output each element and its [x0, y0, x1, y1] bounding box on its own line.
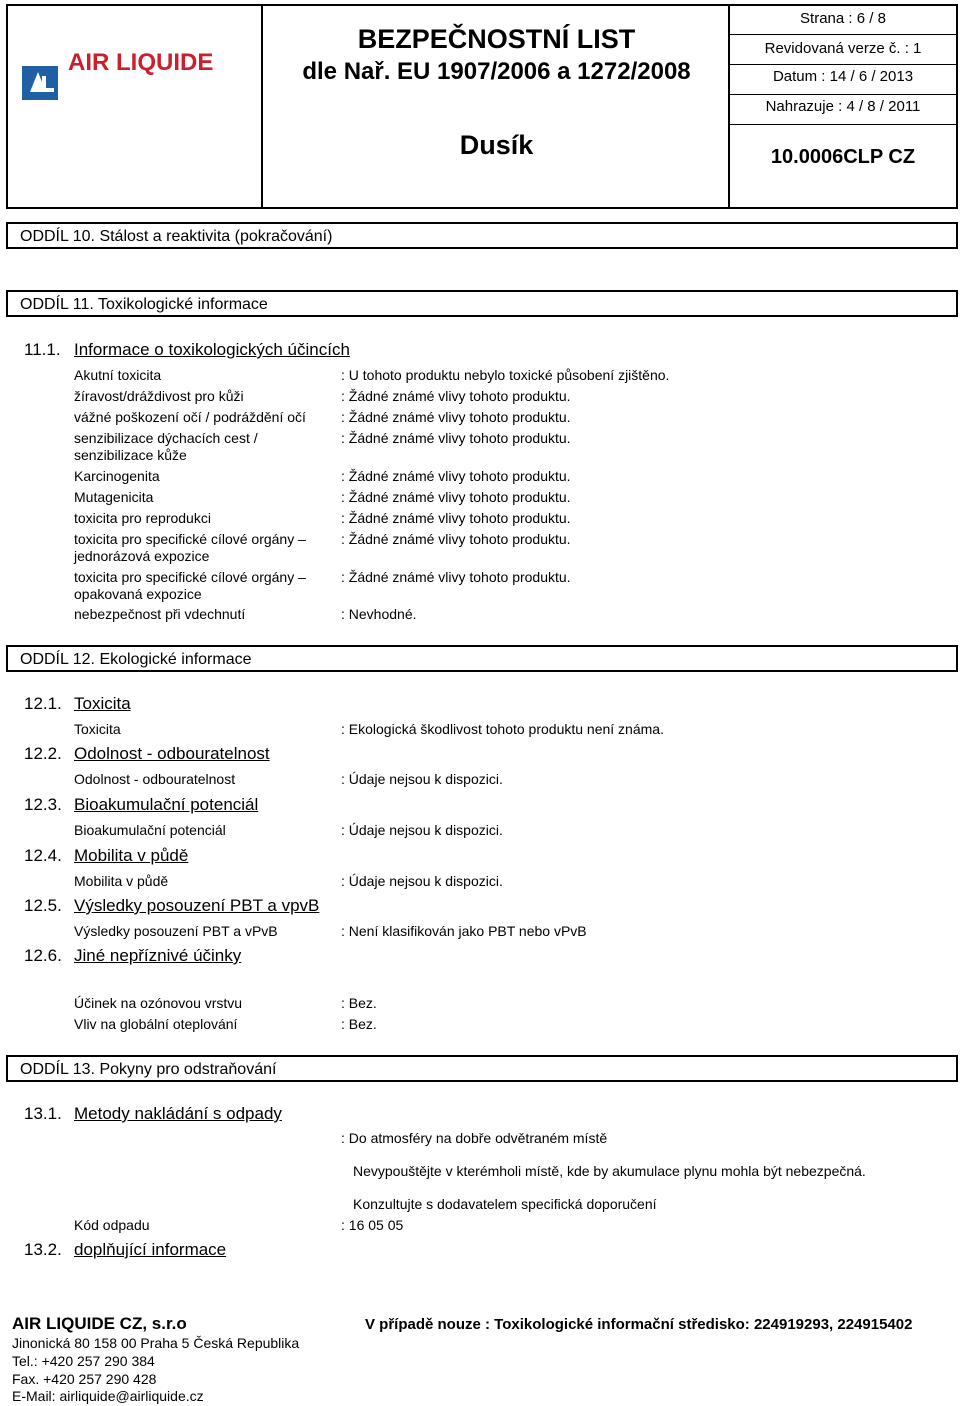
eco-value: : Údaje nejsou k dispozici. [341, 822, 503, 838]
subsection-title: Bioakumulační potenciál [74, 795, 259, 814]
divider [730, 94, 956, 95]
tox-label: nebezpečnost při vdechnutí [74, 606, 246, 622]
subsection-title: Informace o toxikologických účincích [74, 340, 350, 359]
subsection-13-1 [24, 1104, 282, 1124]
subsection-number: 12.6. [24, 946, 62, 965]
tox-value: : Žádné známé vlivy tohoto produktu. [341, 510, 571, 526]
footer-company: AIR LIQUIDE CZ, s.r.o [12, 1314, 187, 1333]
subsection-11-1 [24, 340, 350, 360]
tox-value: : Žádné známé vlivy tohoto produktu. [341, 430, 571, 446]
tox-value: : Žádné známé vlivy tohoto produktu. [341, 569, 571, 585]
section-13-heading: ODDÍL 13. Pokyny pro odstraňování [6, 1055, 958, 1082]
eco-value: : Není klasifikován jako PBT nebo vPvB [341, 923, 587, 939]
eco-label: Odolnost - odbouratelnost [74, 771, 236, 787]
eco-value: : Ekologická škodlivost tohoto produktu není známa. [341, 721, 664, 737]
subsection-title: Mobilita v půdě [74, 846, 189, 865]
tox-value: : Žádné známé vlivy tohoto produktu. [341, 489, 571, 505]
subsection-title: doplňující informace [74, 1240, 227, 1259]
subsection-title: Odolnost - odbouratelnost [74, 744, 270, 763]
air-liquide-logo [8, 6, 259, 207]
eco-label: Výsledky posouzení PBT a vPvB [74, 923, 278, 939]
revision-number: Revidovaná verze č. : 1 [764, 40, 922, 57]
subsection-title: Jiné nepříznivé účinky [74, 946, 242, 965]
subsection-number: 12.2. [24, 744, 62, 763]
subsection-title: Metody nakládání s odpady [74, 1104, 282, 1123]
disposal-method: Nevypouštějte v kterémholi místě, kde by akumulace plynu mohla být nebezpečná. [353, 1163, 866, 1179]
logo-cell [8, 6, 263, 207]
tox-value: : Žádné známé vlivy tohoto produktu. [341, 531, 571, 547]
tox-label: Mutagenicita [74, 489, 154, 505]
eco-label: Toxicita [74, 721, 121, 737]
eco-value: : Bez. [341, 995, 377, 1011]
logo-text: AIR LIQUIDE [68, 49, 214, 76]
tox-label: toxicita pro specifické cílové orgány – [74, 531, 306, 547]
disposal-method: Konzultujte s dodavatelem specifická doporučení [353, 1196, 657, 1212]
divider [730, 34, 956, 35]
regulation-title: dle Nař. EU 1907/2006 a 1272/2008 [302, 58, 691, 85]
subsection-13-2 [24, 1240, 226, 1260]
document-code: 10.0006CLP CZ [770, 146, 916, 168]
section-12-heading: ODDÍL 12. Ekologické informace [6, 645, 958, 672]
waste-code-label: Kód odpadu [74, 1217, 150, 1233]
tox-value: : U tohoto produktu nebylo toxické působení zjištěno. [341, 367, 670, 383]
footer-tel: Tel.: +420 257 290 384 [12, 1353, 155, 1369]
divider [730, 64, 956, 65]
subsection-number: 12.1. [24, 694, 62, 713]
tox-value: : Žádné známé vlivy tohoto produktu. [341, 388, 571, 404]
tox-label-cont: jednorázová expozice [74, 548, 210, 564]
disposal-method: : Do atmosféry na dobře odvětraném místě [341, 1130, 608, 1146]
tox-label: toxicita pro specifické cílové orgány – [74, 569, 306, 585]
meta-cell [730, 6, 956, 207]
footer-fax: Fax. +420 257 290 428 [12, 1371, 157, 1387]
tox-label: Karcinogenita [74, 468, 160, 484]
footer-emergency: V případě nouze : Toxikologické informační středisko: 224919293, 224915402 [365, 1316, 913, 1333]
subsection-number: 13.2. [24, 1240, 62, 1259]
eco-value: : Údaje nejsou k dispozici. [341, 771, 503, 787]
document-header [6, 4, 958, 209]
subsection-12-6 [24, 946, 241, 966]
footer-email: E-Mail: airliquide@airliquide.cz [12, 1388, 204, 1404]
document-title: BEZPEČNOSTNÍ LIST [357, 24, 636, 54]
eco-label: Vliv na globální oteplování [74, 1016, 238, 1032]
revision-date: Datum : 14 / 6 / 2013 [772, 68, 914, 85]
subsection-12-5 [24, 896, 319, 916]
subsection-12-3 [24, 795, 258, 815]
section-10-heading: ODDÍL 10. Stálost a reaktivita (pokračování) [6, 222, 958, 249]
subsection-number: 11.1. [24, 340, 61, 359]
tox-label: vážné poškození očí / podráždění očí [74, 409, 306, 425]
product-name: Dusík [459, 130, 534, 160]
tox-label-cont: senzibilizace kůže [74, 447, 187, 463]
eco-label: Mobilita v půdě [74, 873, 169, 889]
tox-label: žíravost/dráždivost pro kůži [74, 388, 244, 404]
tox-value: : Nevhodné. [341, 606, 417, 622]
tox-label-cont: opakovaná expozice [74, 586, 202, 602]
tox-label: Akutní toxicita [74, 367, 162, 383]
subsection-number: 12.3. [24, 795, 62, 814]
subsection-number: 12.4. [24, 846, 62, 865]
subsection-title: Výsledky posouzení PBT a vpvB [74, 896, 320, 915]
waste-code-value: : 16 05 05 [341, 1217, 404, 1233]
subsection-12-1 [24, 694, 131, 714]
title-cell [263, 6, 730, 207]
eco-label: Bioakumulační potenciál [74, 822, 226, 838]
tox-label: senzibilizace dýchacích cest / [74, 430, 258, 446]
section-11-heading: ODDÍL 11. Toxikologické informace [6, 290, 958, 317]
eco-label: Účinek na ozónovou vrstvu [74, 995, 243, 1011]
tox-value: : Žádné známé vlivy tohoto produktu. [341, 468, 571, 484]
subsection-12-2 [24, 744, 270, 764]
eco-value: : Údaje nejsou k dispozici. [341, 873, 503, 889]
tox-label: toxicita pro reprodukci [74, 510, 211, 526]
eco-value: : Bez. [341, 1016, 377, 1032]
subsection-number: 12.5. [24, 896, 62, 915]
tox-value: : Žádné známé vlivy tohoto produktu. [341, 409, 571, 425]
divider [730, 124, 956, 125]
page-number: Strana : 6 / 8 [800, 10, 886, 27]
replaces-date: Nahrazuje : 4 / 8 / 2011 [765, 98, 921, 115]
subsection-title: Toxicita [74, 694, 131, 713]
subsection-number: 13.1. [24, 1104, 62, 1123]
subsection-12-4 [24, 846, 188, 866]
footer-address: Jinonická 80 158 00 Praha 5 Česká Republika [12, 1335, 300, 1351]
